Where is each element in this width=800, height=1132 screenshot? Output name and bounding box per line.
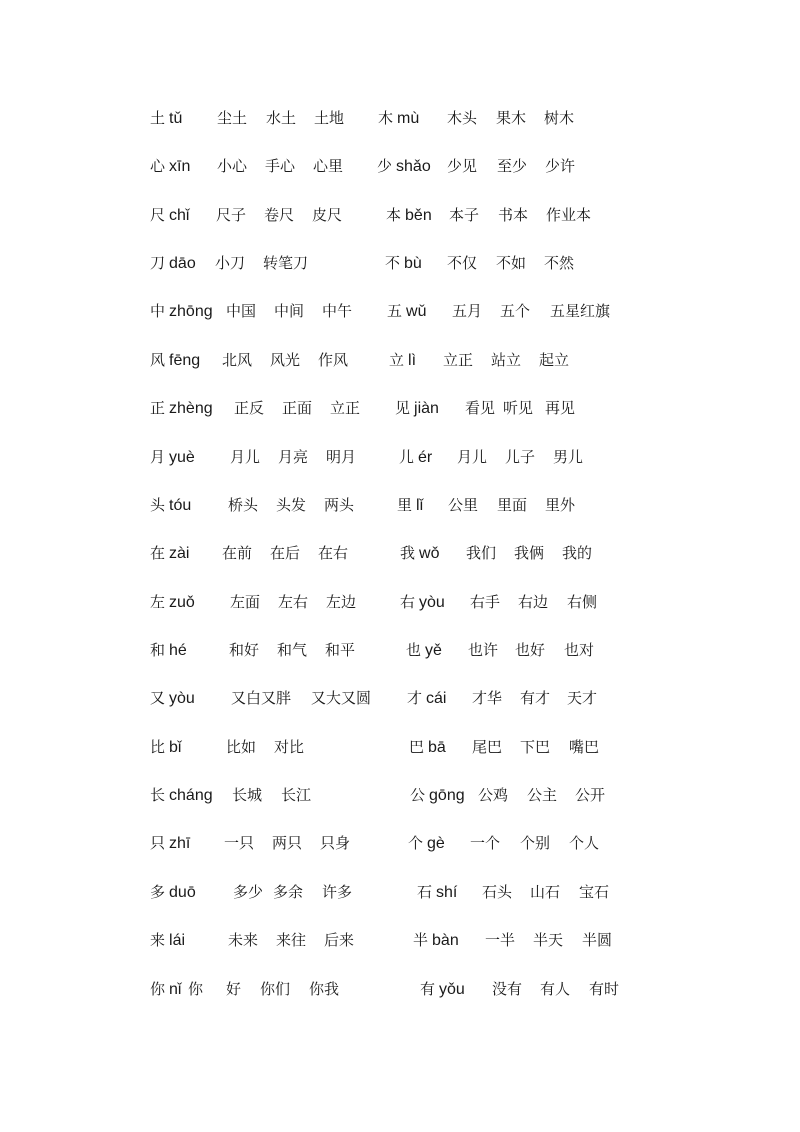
compound-word: 小心 [217, 157, 248, 175]
headword-character: 木 [378, 109, 394, 127]
compound-word: 有才 [520, 689, 551, 707]
headword-pinyin: lái [169, 932, 186, 949]
compound-word: 月儿 [457, 448, 488, 466]
headword-character: 你 [150, 980, 166, 998]
headword-pinyin: wǔ [406, 303, 427, 320]
compound-word: 本子 [449, 206, 480, 224]
right-entry-head [400, 541, 439, 566]
compound-word: 卷尺 [264, 206, 295, 224]
compound-word: 又白又胖 [231, 689, 292, 707]
compound-word: 正面 [282, 399, 313, 417]
vocab-row [0, 686, 800, 710]
compound-word: 我俩 [514, 544, 545, 562]
vocab-row [0, 251, 800, 275]
compound-word: 半天 [533, 931, 564, 949]
vocab-row [0, 783, 800, 807]
left-entry-head [150, 396, 213, 421]
compound-word: 果木 [496, 109, 527, 127]
headword-pinyin: xīn [169, 158, 191, 175]
headword-pinyin: dāo [169, 255, 196, 272]
compound-word: 少见 [447, 157, 478, 175]
headword-pinyin: duō [169, 884, 196, 901]
compound-word: 木头 [447, 109, 478, 127]
right-entry-head [420, 977, 465, 1002]
vocab-row [0, 299, 800, 323]
left-entry-head [150, 106, 182, 131]
left-entry-head [150, 154, 190, 179]
compound-word: 公主 [527, 786, 558, 804]
compound-word: 我的 [562, 544, 593, 562]
compound-word: 皮尺 [312, 206, 343, 224]
vocab-row [0, 638, 800, 662]
headword-pinyin: ér [418, 449, 433, 466]
compound-word: 你我 [309, 980, 340, 998]
left-entry-head [150, 541, 189, 566]
left-entry-head [150, 638, 187, 663]
right-entry-head [385, 251, 422, 276]
headword-character: 又 [150, 689, 166, 707]
headword-character: 少 [377, 157, 393, 175]
headword-character: 风 [150, 351, 166, 369]
right-entry-head [400, 590, 445, 615]
compound-word: 公里 [448, 496, 479, 514]
compound-word: 和气 [277, 641, 308, 659]
compound-word: 也许 [468, 641, 499, 659]
compound-word: 尾巴 [472, 738, 503, 756]
headword-pinyin: yuè [169, 449, 195, 466]
compound-word: 两头 [324, 496, 355, 514]
compound-word: 一半 [485, 931, 516, 949]
compound-word: 和平 [325, 641, 356, 659]
headword-character: 尺 [150, 206, 166, 224]
compound-word: 小刀 [215, 254, 246, 272]
headword-character: 不 [385, 254, 401, 272]
headword-pinyin: yòu [419, 594, 445, 611]
right-entry-head [409, 735, 446, 760]
compound-word: 书本 [498, 206, 529, 224]
compound-word: 下巴 [520, 738, 551, 756]
compound-word: 好 [226, 980, 242, 998]
compound-word: 多余 [273, 883, 304, 901]
compound-word: 中国 [226, 302, 257, 320]
right-entry-head [408, 831, 445, 856]
compound-word: 月亮 [278, 448, 309, 466]
headword-pinyin: bù [404, 255, 422, 272]
compound-word: 在后 [270, 544, 301, 562]
compound-word: 又大又圆 [311, 689, 372, 707]
headword-character: 土 [150, 109, 166, 127]
compound-word: 没有 [492, 980, 523, 998]
compound-word: 左面 [230, 593, 261, 611]
headword-pinyin: shǎo [396, 158, 431, 175]
headword-character: 只 [150, 834, 166, 852]
headword-pinyin: cái [426, 690, 447, 707]
vocab-row [0, 831, 800, 855]
compound-word: 一只 [224, 834, 255, 852]
headword-pinyin: lì [408, 352, 417, 369]
headword-character: 半 [413, 931, 429, 949]
compound-word: 公开 [575, 786, 606, 804]
compound-word: 作业本 [546, 206, 592, 224]
vocab-row [0, 590, 800, 614]
compound-word: 听见 [503, 399, 534, 417]
compound-word: 土地 [314, 109, 345, 127]
compound-word: 两只 [272, 834, 303, 852]
compound-word: 起立 [539, 351, 570, 369]
headword-pinyin: cháng [169, 787, 213, 804]
compound-word: 头发 [276, 496, 307, 514]
right-entry-head [413, 928, 459, 953]
headword-character: 刀 [150, 254, 166, 272]
compound-word: 有人 [540, 980, 571, 998]
compound-word: 里外 [545, 496, 576, 514]
compound-word: 桥头 [228, 496, 259, 514]
left-entry-head [150, 686, 195, 711]
compound-word: 右手 [470, 593, 501, 611]
headword-character: 公 [410, 786, 426, 804]
headword-character: 中 [150, 302, 166, 320]
compound-word: 北风 [222, 351, 253, 369]
compound-word: 有时 [589, 980, 620, 998]
compound-word: 一个 [470, 834, 501, 852]
compound-word: 也好 [515, 641, 546, 659]
right-entry-head [406, 638, 442, 663]
right-entry-head [387, 299, 426, 324]
compound-word: 不然 [544, 254, 575, 272]
compound-word: 月儿 [230, 448, 261, 466]
compound-word: 比如 [226, 738, 257, 756]
headword-pinyin: gè [427, 835, 445, 852]
compound-word: 风光 [270, 351, 301, 369]
compound-word: 你们 [260, 980, 291, 998]
compound-word: 作风 [318, 351, 349, 369]
compound-word: 不如 [496, 254, 527, 272]
headword-character: 立 [389, 351, 405, 369]
headword-pinyin: mù [397, 110, 420, 127]
right-entry-head [397, 493, 423, 518]
compound-word: 嘴巴 [569, 738, 600, 756]
compound-word: 立正 [330, 399, 361, 417]
headword-character: 和 [150, 641, 166, 659]
left-entry-head [150, 783, 213, 808]
headword-character: 头 [150, 496, 166, 514]
compound-word: 男儿 [553, 448, 584, 466]
compound-word: 来往 [276, 931, 307, 949]
compound-word: 我们 [466, 544, 497, 562]
headword-pinyin: hé [169, 642, 187, 659]
vocab-row [0, 977, 800, 1001]
compound-word: 未来 [228, 931, 259, 949]
headword-character: 有 [420, 980, 436, 998]
compound-word: 在前 [222, 544, 253, 562]
compound-word: 只身 [320, 834, 351, 852]
headword-pinyin: nǐ [169, 981, 182, 998]
compound-word: 长城 [232, 786, 263, 804]
right-entry-head [377, 154, 431, 179]
headword-pinyin: bǐ [169, 739, 182, 756]
headword-pinyin: gōng [429, 787, 465, 804]
vocab-row [0, 541, 800, 565]
compound-word: 天才 [567, 689, 598, 707]
right-entry-head [399, 445, 432, 470]
left-entry-head [150, 977, 181, 1002]
compound-word: 尺子 [216, 206, 247, 224]
compound-word: 对比 [274, 738, 305, 756]
compound-word: 儿子 [505, 448, 536, 466]
left-entry-head [150, 831, 190, 856]
headword-pinyin: zuǒ [169, 594, 195, 611]
headword-character: 巴 [409, 738, 425, 756]
vocab-row [0, 880, 800, 904]
compound-word: 才华 [472, 689, 503, 707]
headword-pinyin: shí [436, 884, 458, 901]
headword-character: 见 [395, 399, 411, 417]
vocab-row [0, 203, 800, 227]
headword-character: 个 [408, 834, 424, 852]
compound-word: 中午 [322, 302, 353, 320]
headword-pinyin: yòu [169, 690, 195, 707]
left-entry-head [150, 590, 195, 615]
compound-word: 看见 [465, 399, 496, 417]
compound-word: 山石 [530, 883, 561, 901]
compound-word: 许多 [322, 883, 353, 901]
headword-character: 才 [407, 689, 423, 707]
compound-word: 少许 [545, 157, 576, 175]
compound-word: 和好 [229, 641, 260, 659]
vocab-row [0, 154, 800, 178]
left-entry-head [150, 348, 200, 373]
headword-pinyin: zhèng [169, 400, 213, 417]
compound-word: 长江 [281, 786, 312, 804]
compound-word: 左边 [326, 593, 357, 611]
left-entry-head [150, 299, 213, 324]
vocab-row [0, 348, 800, 372]
compound-word: 多少 [233, 883, 264, 901]
compound-word: 转笔刀 [263, 254, 309, 272]
compound-word: 五星红旗 [550, 302, 611, 320]
right-entry-head [386, 203, 432, 228]
headword-character: 多 [150, 883, 166, 901]
left-entry-head [150, 928, 185, 953]
vocab-row [0, 445, 800, 469]
headword-character: 本 [386, 206, 402, 224]
headword-pinyin: bā [428, 739, 446, 756]
headword-character: 里 [397, 496, 413, 514]
left-entry-head [150, 493, 191, 518]
vocab-row [0, 928, 800, 952]
compound-word: 明月 [326, 448, 357, 466]
right-entry-head [395, 396, 439, 421]
headword-pinyin: zhī [169, 835, 191, 852]
compound-word: 中间 [274, 302, 305, 320]
compound-word: 个别 [520, 834, 551, 852]
compound-word: 五月 [452, 302, 483, 320]
compound-word: 不仅 [447, 254, 478, 272]
headword-pinyin: yě [425, 642, 442, 659]
headword-character: 来 [150, 931, 166, 949]
right-entry-head [417, 880, 457, 905]
vocab-row [0, 396, 800, 420]
headword-pinyin: yǒu [439, 981, 465, 998]
headword-pinyin: fēng [169, 352, 201, 369]
compound-word: 水土 [266, 109, 297, 127]
compound-word: 尘土 [217, 109, 248, 127]
headword-character: 长 [150, 786, 166, 804]
vocab-row [0, 493, 800, 517]
right-entry-head [389, 348, 416, 373]
headword-character: 在 [150, 544, 166, 562]
compound-word: 立正 [443, 351, 474, 369]
left-entry-head [150, 251, 196, 276]
compound-word: 后来 [324, 931, 355, 949]
headword-pinyin: zhōng [169, 303, 213, 320]
compound-word: 公鸡 [478, 786, 509, 804]
compound-word: 宝石 [579, 883, 610, 901]
compound-word: 正反 [234, 399, 265, 417]
headword-pinyin: lǐ [416, 497, 424, 514]
headword-character: 右 [400, 593, 416, 611]
headword-character: 也 [406, 641, 422, 659]
left-entry-head [150, 203, 189, 228]
compound-word: 个人 [569, 834, 600, 852]
compound-word: 五个 [500, 302, 531, 320]
headword-pinyin: zài [169, 545, 190, 562]
compound-word: 半圆 [582, 931, 613, 949]
left-entry-head [150, 880, 196, 905]
compound-word: 你 [188, 980, 204, 998]
compound-word: 右边 [518, 593, 549, 611]
compound-word: 左右 [278, 593, 309, 611]
compound-word: 在右 [318, 544, 349, 562]
headword-character: 正 [150, 399, 166, 417]
headword-pinyin: tǔ [169, 110, 183, 127]
headword-character: 比 [150, 738, 166, 756]
right-entry-head [407, 686, 446, 711]
compound-word: 树木 [544, 109, 575, 127]
right-entry-head [378, 106, 419, 131]
compound-word: 也对 [564, 641, 595, 659]
vocab-row [0, 735, 800, 759]
left-entry-head [150, 735, 181, 760]
headword-character: 儿 [399, 448, 415, 466]
compound-word: 至少 [497, 157, 528, 175]
headword-pinyin: chǐ [169, 207, 190, 224]
headword-pinyin: wǒ [419, 545, 440, 562]
headword-pinyin: bàn [432, 932, 459, 949]
compound-word: 右侧 [567, 593, 598, 611]
compound-word: 心里 [313, 157, 344, 175]
headword-pinyin: jiàn [414, 400, 439, 417]
compound-word: 里面 [497, 496, 528, 514]
compound-word: 石头 [482, 883, 513, 901]
headword-character: 五 [387, 302, 403, 320]
compound-word: 手心 [265, 157, 296, 175]
headword-pinyin: běn [405, 207, 432, 224]
headword-character: 我 [400, 544, 416, 562]
compound-word: 再见 [545, 399, 576, 417]
headword-character: 月 [150, 448, 166, 466]
headword-pinyin: tóu [169, 497, 192, 514]
headword-character: 石 [417, 883, 433, 901]
compound-word: 站立 [491, 351, 522, 369]
left-entry-head [150, 445, 195, 470]
headword-character: 左 [150, 593, 166, 611]
headword-character: 心 [150, 157, 166, 175]
right-entry-head [410, 783, 465, 808]
vocab-row [0, 106, 800, 130]
